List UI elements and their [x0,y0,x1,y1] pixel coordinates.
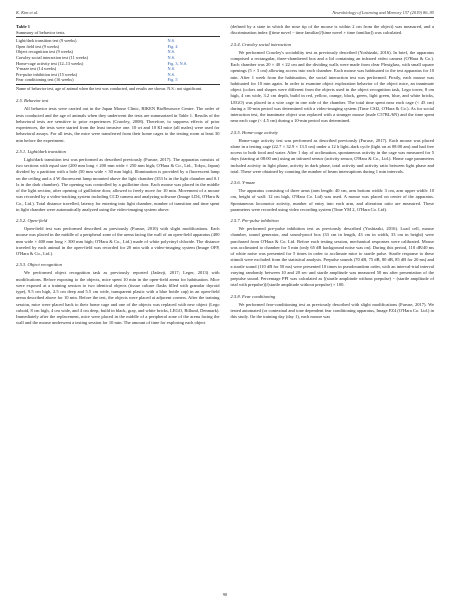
table-cell-result[interactable]: N.S. [167,54,176,60]
table-caption: Table 1 [16,24,30,29]
body-paragraph: All behavior tests were carried out in the Japan Mouse Clinic, RIKEN BioResource Centre. The order of tests conducted and the age of animals when they underwent the tests are summarized in Table 1. Results of the behavioral tests are sensitive to prior experiences (Crawley, 2008). Therefore, to suppress effects of prior experiences, the tests were started from the least invasive one. 10 wt and 10 KI mice (all males) were used for behavioral assays. For all tests, the mice were transferred from their home cages to the testing room at least 30 min before the experiment. [16,106,220,143]
table-cell-test: Pre-pulse inhibition test (15 weeks) [16,71,78,77]
body-paragraph: We performed fear-conditioning test as previously described with slight modifications (Furuse, 2017). We tested automated (or contextual and tone dependent fear conditioning apparatus, Image FZ4 (O'Hara Co. Ltd.) in this study. On the training day (day 1), each mouse was [230,301,434,319]
table-cell-test: Object recognition test (9 weeks) [16,49,74,55]
table-cell-test: Light/dark transition test (9 weeks) [16,38,77,44]
body-paragraph: Light/dark transition test was performed as described previously (Furuse, 2017). The apparatus consists of two sections with equal size (200 mm long × 200 mm wide × 250 mm high; O'Hara & Co., Ltd., Tokyo, Japan) divided by a partition with a hole (50 mm wide × 30 mm high). Illumination is provided by a fluorescent lamp on the ceiling and a 4 W fluorescent lamp mounted above the light chamber (353 lx in the light chamber and 0.1 lx in the dark chamber). The opening was controlled by a guillotine door. Each mouse was placed in the middle of the light section, after opening of guillotine door, allowed to freely move for 10 min. Movement of a mouse was recorded by a video-tracking system including CCD camera and analyzing software (Image LD4, O'Hara & Co., Ltd.). Total distance travelled, latency for entering into light chamber, number of transition and time spent in light chamber were automatically analyzed using the video-imaging system above. [16,156,220,212]
body-paragraph: (defined by a state in which the nose tip of the mouse is within 2 cm from the object) was measured, and a discrimination index ([time novel − time familiar]/[time novel + time familiar]) was calculated. [230,24,434,36]
table-cell-test: Y-maze test (14 weeks) [16,66,57,72]
table-row [16,77,220,83]
section [16,262,220,326]
section-heading: 2.5.2. Open-field [16,218,48,224]
table-bottom-rule [16,84,220,85]
table-cell-result[interactable]: Fig. 3, N.S. [167,60,188,66]
summary-table-block [16,24,220,91]
header-rule [16,17,434,18]
body-paragraph: We performed object recognition task as previously reported (Jadavji, 2017; Leger, 2013) with modifications. Before exposing to the objects, mice spent 10 min in the open-field arena for habituation. Mice were exposed at a training session to two identical objects (tissue culture flasks filled with granular thyroid type), 9.5 cm high, 2.5 cm deep and 5.5 cm wide, transparent plastic with a blue bottle cap) in an open-field arena described above for 10 min. Before the test, the objects were placed at adjacent corners. After the training session, mice were placed back to their home cage and one of the objects was replaced with new object (Lego cuboid, 8 cm high, 4 cm wide, and 4 cm deep, build in black, gray, and white bricks, LEGO, Billund, Denmark). Immediately after the replacement, mice were placed in the middle of a peripheral zone of the arena facing the wall and the mouse underwent a testing session for 10 min. The amount of time for exploring each object [16,270,220,326]
summary-table [16,38,220,83]
section-heading: 2.5. Behavior test [16,98,49,104]
body-paragraph: We performed pre-pulse inhibition test as previously described (Yoshizaki, 2016). Load cell, mouse chamber, sound generator, and sound-proof box (33 cm in length, 43 cm in width, 33 cm in height) were purchased from O'Hara & Co. Ltd. Before each testing session, mechanical responses were calibrated. Mouse was acclimated to chamber for 5 min (only 65 dB background noise was on). During this period, 110 dB/40 ms of white noise was presented for 5 times in order to acclimate mice to startle pulse. Startle response to these stimuli were excluded from the statistical analysis. Prepulse sounds (70 dB, 75 dB, 80 dB, 85 dB for 20 ms) and a startle sound (110 dB for 50 ms) were presented 10 times in pseudorandom order, with an interval-trial interval varying randomly between 10 and 20 sec and startle amplitude was measured 50 ms after presentation of the prepulse sound. Percentage PPI was calculated as [(startle amplitude without prepulse) − (startle amplitude of trial with prepulse)]/(startle amplitude without prepulse) × 100. [230,226,434,288]
table-cell-result[interactable]: N.S. [167,71,176,77]
table-cell-result[interactable]: N.S. [167,38,176,44]
table-note: Name of behavior test, age of animal when the test was conducted, and results are shown. N.S.: not significant. [16,85,203,91]
section [16,98,220,144]
section [16,218,220,257]
table-cell-test: Home-cage activity test (12–13 weeks) [16,60,84,66]
table-cell-result[interactable]: Fig. 5 [167,77,178,83]
header-authors: K. Kim et al. [16,10,39,15]
left-column [16,24,220,327]
table-cell-test: Open field test (9 weeks) [16,43,60,49]
section [231,130,435,176]
section [231,24,435,37]
section-heading: 2.5.3. Object recognition [16,262,62,268]
body-paragraph: The apparatus consisting of three arms (arm length: 40 cm, arm bottom width: 3 cm, arm upper width: 10 cm, height of wall: 12 cm high, O'Hara Co. Ltd) was used. A mouse was placed on center of the apparatus. Spontaneous locomotor activity, number of entry into each arm, and alteration ratio are measured. These parameters were recorded using video recording system (Time YM 2, O'Hara Co. Ltd). [230,188,434,212]
page-number: 90 [222,592,228,597]
section [16,149,220,213]
table-subtitle: Summary of behavior tests. [16,29,66,35]
table-top-rule [16,36,220,37]
left-sections [16,98,220,326]
two-column-body [16,24,434,327]
running-header [16,10,434,15]
table-cell-test: Fear conditioning test (16 weeks) [16,77,74,83]
section [231,180,435,213]
section-heading: 2.5.8. Fear conditioning [230,293,276,299]
section-heading: 2.5.7. Pre-pulse inhibition [230,218,279,223]
section-heading: 2.5.6. Y-maze [230,180,256,185]
section [231,294,435,321]
table-cell-result[interactable]: N.S. [167,49,176,55]
body-paragraph: We performed Crawley's sociability test as previously described (Yoshizaki, 2016). In brief, the apparatus comprised a rectangular, three-chambered box and a lid containing an infrared video camera (O'Hara & Co.). Each chamber was 20 × 40 × 22 cm and the dividing walls were made from clear Plexiglass, with small square openings (5 × 3 cm) allowing access into each chamber. Each mouse was habituated to the test apparatus for 10 min. After 1 week from the habituation, the social interaction test was performed. Firstly, each mouse was habituated for 10 min again. In order to examine object exploration behavior of the object mice, an inanimate object (colors and shapes were different from the objects used in the object recognition task, Lego tower, 8 cm high, 4 cm wide, 3.2 cm depth, build in red, yellow, orange, black, green, light green, blue, and white bricks, LEGO) was placed in a wire cage in one side of the chamber. The total time spent near each cage (< 45 cm) during a 10-min period was determined with a video-imaging system (Time CSI2, O'Hara & Co.). As for social interaction test, the inanimate object was replaced with a stranger mouse (male C57BL/6N) and the time spent near each cage (< 4.5 cm) during a 10-min period was determined. [230,49,434,124]
table-cell-result[interactable]: N.S. [167,66,176,72]
section-heading: 2.5.4. Crawley social interaction [230,41,291,47]
right-sections [231,24,435,320]
section [231,218,435,289]
body-paragraph: Open-field test was performed described as previously (Furuse, 2010) with slight modifications. Each mouse was placed in the middle of a peripheral zone of the arena facing the wall of an open-field apparatus (400 mm wide × 400 mm long × 300 mm high; O'Hara & Co., Ltd.) made of white polyvinyl chloride. The distance traveled by each animal in the open-field was recorded for 20 min with a video-imaging system (Image OFP, O'Hara & Co., Ltd.). [16,226,220,257]
table-cell-result[interactable]: Fig. 4 [167,43,178,49]
body-paragraph: Home-cage activity test was performed as described previously (Furuse, 2017). Each mouse was placed alone in a testing cage (22.7 × 32.9 × 13.5 cm) under a 12 h light–dark cycle (light on at 08:00 am) and had free access to both food and water. After 1 day of acclimation, spontaneous activity in the cage was measured for 5 days (starting at 08:00 am) using an infrared sensor (activity sensor, O'Hara & Co., Ltd.). Home cage parameters included activity in light phase, activity in dark phase, total activity and activity ratio between light phase and total. These were obtained by counting the number of beam interruptions during 1 min intervals. [230,137,434,174]
section-heading: 2.5.1. Light/dark transition [16,148,66,154]
section [231,42,435,125]
header-journal: Neurobiology of Learning and Memory 157 (2019) 86–95 [332,10,434,15]
section-heading: 2.5.5. Home-cage activity [230,129,278,135]
right-column [231,24,435,327]
table-cell-test: Crawley social interaction test (11 weeks) [16,54,89,60]
